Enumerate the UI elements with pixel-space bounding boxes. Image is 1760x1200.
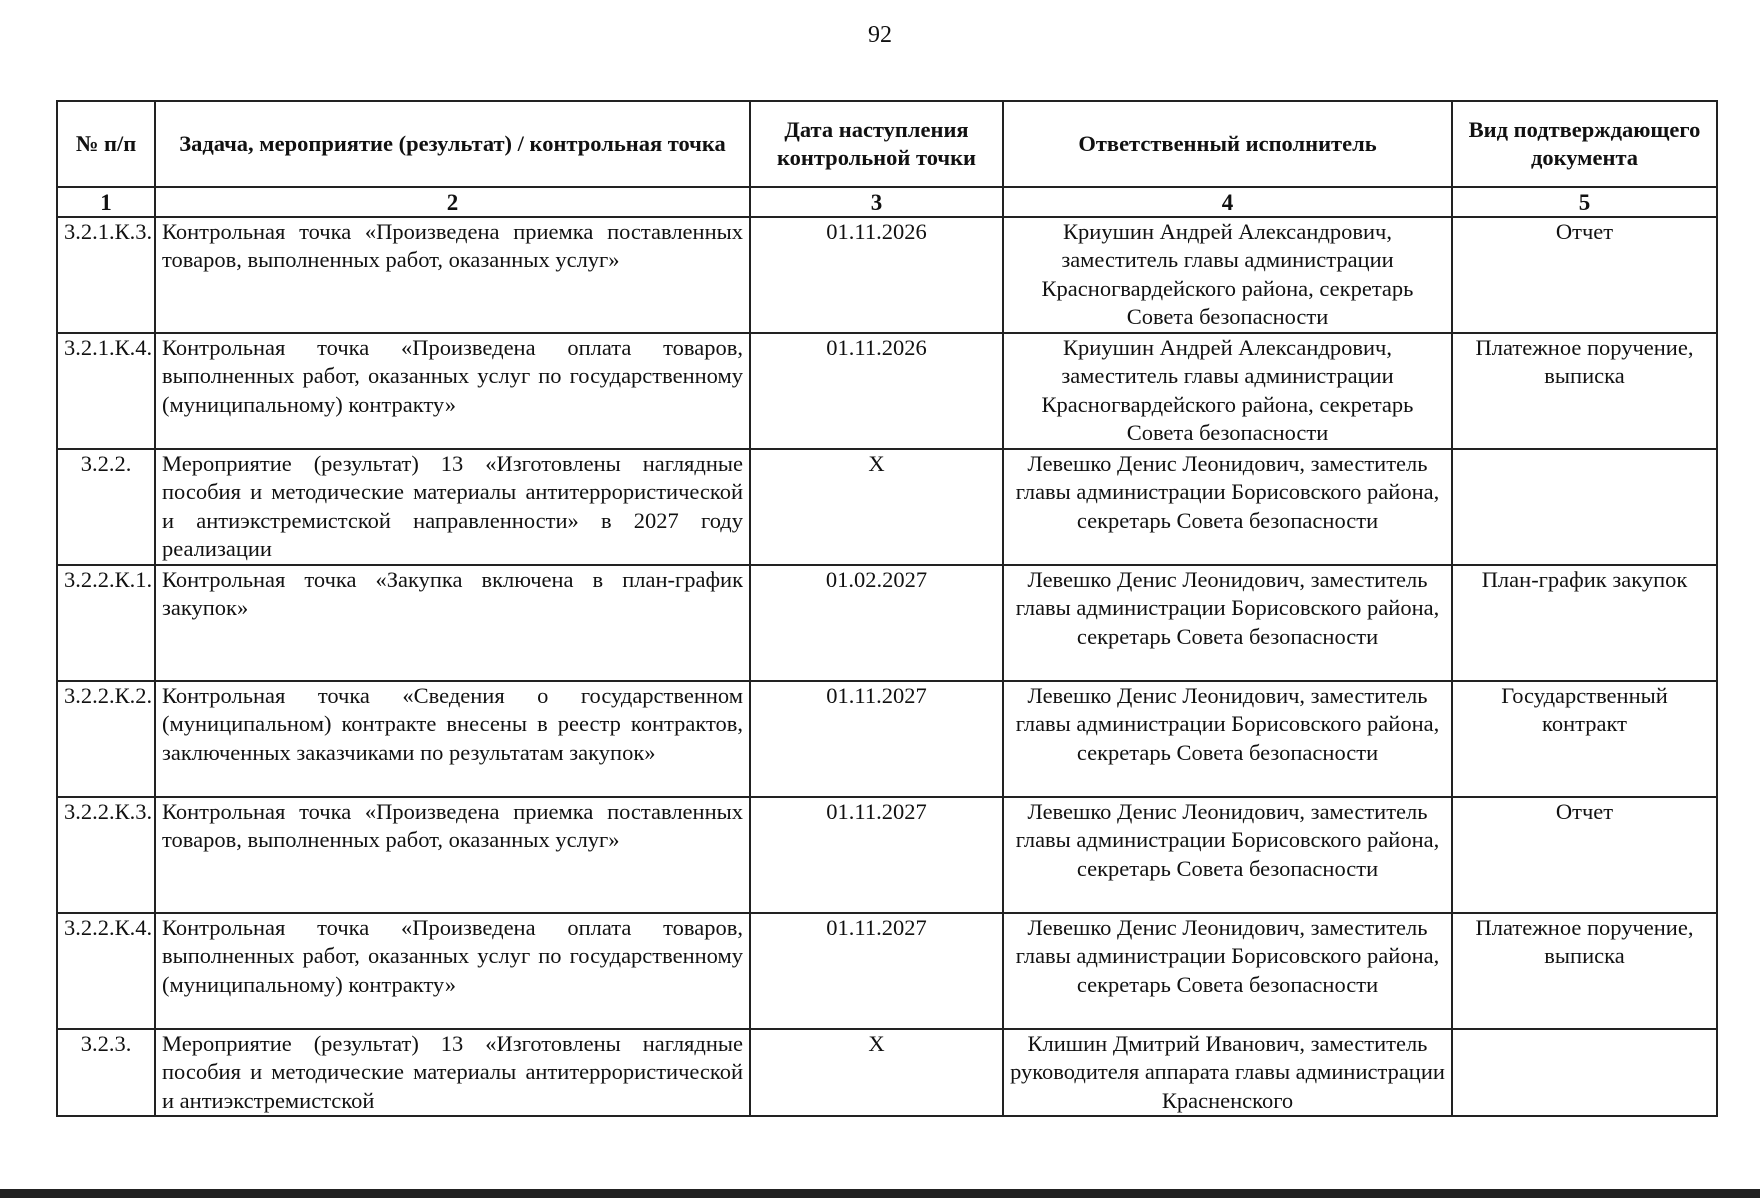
responsible-cell: Левешко Денис Леонидович, заместитель главы администрации Борисовского района, секретарь Совета безопасности	[1003, 565, 1452, 681]
row-number: 3.2.2.К.4.	[57, 913, 155, 1029]
responsible-cell: Криушин Андрей Александрович, заместитель главы администрации Красногвардейского района, секретарь Совета безопасности	[1003, 217, 1452, 333]
responsible-cell: Левешко Денис Леонидович, заместитель главы администрации Борисовского района, секретарь Совета безопасности	[1003, 681, 1452, 797]
row-number: 3.2.1.К.4.	[57, 333, 155, 449]
column-number-row	[57, 187, 1717, 217]
task-cell: Контрольная точка «Произведена приемка поставленных товаров, выполненных работ, оказанных услуг»	[155, 217, 750, 333]
row-number: 3.2.2.	[57, 449, 155, 565]
row-number: 3.2.2.К.1.	[57, 565, 155, 681]
document-cell: План-график закупок	[1452, 565, 1717, 681]
table-row	[57, 1029, 1717, 1116]
table-row	[57, 565, 1717, 681]
table-row	[57, 449, 1717, 565]
responsible-cell: Левешко Денис Леонидович, заместитель главы администрации Борисовского района, секретарь Совета безопасности	[1003, 913, 1452, 1029]
column-number: 5	[1452, 187, 1717, 217]
table-row	[57, 913, 1717, 1029]
column-number: 4	[1003, 187, 1452, 217]
document-cell: Отчет	[1452, 797, 1717, 913]
column-number: 2	[155, 187, 750, 217]
table-row	[57, 333, 1717, 449]
document-cell: Платежное поручение, выписка	[1452, 333, 1717, 449]
responsible-cell: Клишин Дмитрий Иванович, заместитель руководителя аппарата главы администрации Красненского	[1003, 1029, 1452, 1116]
row-number: 3.2.2.К.3.	[57, 797, 155, 913]
task-cell: Контрольная точка «Произведена оплата товаров, выполненных работ, оказанных услуг по государственному (муниципальному) контракту»	[155, 913, 750, 1029]
responsible-cell: Левешко Денис Леонидович, заместитель главы администрации Борисовского района, секретарь Совета безопасности	[1003, 797, 1452, 913]
document-cell	[1452, 449, 1717, 565]
document-cell: Платежное поручение, выписка	[1452, 913, 1717, 1029]
table-header-row	[57, 101, 1717, 187]
task-cell: Контрольная точка «Произведена приемка поставленных товаров, выполненных работ, оказанных услуг»	[155, 797, 750, 913]
header-document: Вид подтверждающего документа	[1452, 101, 1717, 187]
column-number: 1	[57, 187, 155, 217]
row-number: 3.2.1.К.3.	[57, 217, 155, 333]
table-row	[57, 217, 1717, 333]
task-cell: Контрольная точка «Произведена оплата товаров, выполненных работ, оказанных услуг по государственному (муниципальному) контракту»	[155, 333, 750, 449]
header-date: Дата наступления контрольной точки	[750, 101, 1003, 187]
date-cell: 01.11.2027	[750, 797, 1003, 913]
document-cell	[1452, 1029, 1717, 1116]
control-points-table	[56, 100, 1718, 1117]
task-cell: Контрольная точка «Сведения о государственном (муниципальном) контракте внесены в реестр контрактов, заключенных заказчиками по результатам закупок»	[155, 681, 750, 797]
header-number: № п/п	[57, 101, 155, 187]
date-cell: 01.11.2027	[750, 913, 1003, 1029]
document-cell: Государственный контракт	[1452, 681, 1717, 797]
date-cell: Х	[750, 1029, 1003, 1116]
date-cell: 01.02.2027	[750, 565, 1003, 681]
document-cell: Отчет	[1452, 217, 1717, 333]
header-task: Задача, мероприятие (результат) / контрольная точка	[155, 101, 750, 187]
responsible-cell: Левешко Денис Леонидович, заместитель главы администрации Борисовского района, секретарь Совета безопасности	[1003, 449, 1452, 565]
date-cell: 01.11.2026	[750, 217, 1003, 333]
task-cell: Контрольная точка «Закупка включена в план-график закупок»	[155, 565, 750, 681]
task-cell: Мероприятие (результат) 13 «Изготовлены наглядные пособия и методические материалы антитеррористической и антиэкстремистской направленности» в 2027 году реализации	[155, 449, 750, 565]
responsible-cell: Криушин Андрей Александрович, заместитель главы администрации Красногвардейского района, секретарь Совета безопасности	[1003, 333, 1452, 449]
date-cell: 01.11.2027	[750, 681, 1003, 797]
header-responsible: Ответственный исполнитель	[1003, 101, 1452, 187]
date-cell: Х	[750, 449, 1003, 565]
row-number: 3.2.3.	[57, 1029, 155, 1116]
table-row	[57, 797, 1717, 913]
table-row	[57, 681, 1717, 797]
row-number: 3.2.2.К.2.	[57, 681, 155, 797]
task-cell: Мероприятие (результат) 13 «Изготовлены наглядные пособия и методические материалы антитеррористической и антиэкстремистской	[155, 1029, 750, 1116]
date-cell: 01.11.2026	[750, 333, 1003, 449]
page-number: 92	[868, 22, 892, 48]
column-number: 3	[750, 187, 1003, 217]
scan-edge-divider	[0, 1189, 1760, 1198]
